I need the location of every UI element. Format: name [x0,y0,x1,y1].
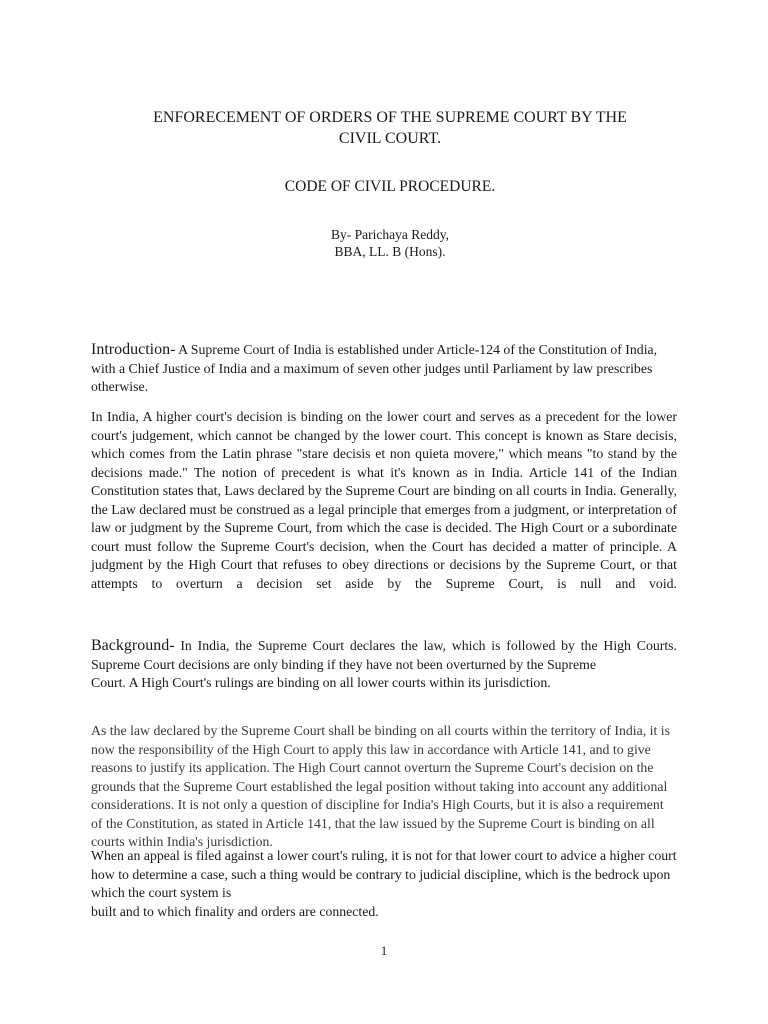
introduction-paragraph [91,341,677,397]
introduction-heading: Introduction- [91,341,176,358]
document-title [90,107,690,149]
appeal-text: When an appeal is filed against a lower court's ruling, it is not for that lower court to advice a higher court how to determine a case, such a thing would be contrary to judicial discipline, which is the bedrock upon which the court system is [91,848,677,900]
author-name: By- Parichaya Reddy, [331,227,449,242]
precedent-paragraph: In India, A higher court's decision is binding on the lower court and serves as a precedent for the lower court's judgement, which cannot be changed by the lower court. This concept is known as Stare decisis, which comes from the Latin phrase "stare decisis et non quieta movere," which means "to stand by the decisions made." The notion of precedent is what it's known as in India. Article 141 of the Indian Constitution states that, Laws declared by the Supreme Court are binding on all courts in India. Generally, the Law declared must be construed as a legal principle that emerges from a judgment, or interpretation of law or judgment by the Supreme Court, from which the case is decided. The High Court or a subordinate court must follow the Supreme Court's decision, when the Court has decided a matter of principle. A judgment by the High Court that refuses to obey directions or decisions by the Supreme Court, or that attempts to overturn a decision set aside by the Supreme Court, is null and void. [91,409,677,591]
appeal-paragraph [91,847,677,921]
background-text: In India, the Supreme Court declares the law, which is followed by the High Courts. Supreme Court decisions are only binding if they have not been overturned by the Supreme [91,638,677,672]
background-heading: Background- [91,637,175,654]
title-line-1: ENFORECEMENT OF ORDERS OF THE SUPREME COURT BY THE [153,109,627,126]
article-141-paragraph: As the law declared by the Supreme Court shall be binding on all courts within the territory of India, it is now the responsibility of the High Court to apply this law in accordance with Article 141, and to give reasons to justify its application. The High Court cannot overturn the Supreme Court's decision on the grounds that the Supreme Court established the legal position without taking into account any additional considerations. It is not only a question of discipline for India's High Courts, but it is also a requirement of the Constitution, as stated in Article 141, that the law issued by the Supreme Court is binding on all courts within India's jurisdiction. [91,723,670,849]
background-text-continued: Court. A High Court's rulings are binding on all lower courts within its jurisdiction. [91,675,551,690]
page-number: 1 [380,943,388,958]
author-block [90,226,690,260]
document-subtitle: CODE OF CIVIL PROCEDURE. [284,178,496,195]
appeal-text-continued: built and to which finality and orders are connected. [91,903,379,919]
title-line-2: CIVIL COURT. [338,130,442,147]
background-paragraph [91,637,677,693]
introduction-text: A Supreme Court of India is established under Article-124 of the Constitution of India, with a Chief Justice of India and a maximum of seven other judges until Parliament by law prescribes otherwise. [91,342,658,394]
author-degree: BBA, LL. B (Hons). [334,244,446,259]
